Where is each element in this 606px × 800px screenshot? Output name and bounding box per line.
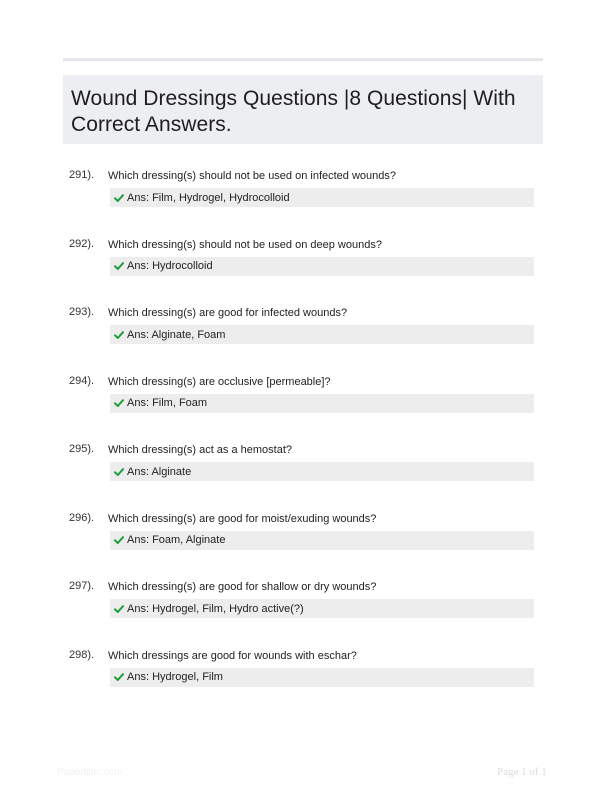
answer-box	[110, 668, 534, 687]
question-text: Which dressing(s) are occlusive [permeable]?	[108, 375, 331, 388]
check-icon	[114, 330, 124, 340]
question-text: Which dressing(s) are good for shallow or dry wounds?	[108, 581, 377, 593]
answer-box	[110, 599, 534, 618]
question-number: 294).	[69, 374, 95, 387]
answer-box	[110, 394, 534, 413]
footer-watermark: Paperlibic.com	[57, 767, 123, 778]
question-item	[0, 168, 606, 228]
question-number: 291).	[69, 169, 95, 181]
question-number: 297).	[69, 580, 95, 592]
question-item	[0, 579, 606, 639]
page-indicator: Page 1 of 1	[497, 766, 547, 778]
answer-box	[110, 531, 534, 550]
check-icon	[114, 672, 124, 682]
check-icon	[114, 604, 124, 614]
check-icon	[114, 398, 124, 408]
answer-text: Ans: Alginate	[127, 465, 192, 478]
answer-box	[110, 188, 534, 207]
question-item	[0, 648, 606, 708]
question-text: Which dressing(s) are good for moist/exuding wounds?	[108, 512, 377, 525]
question-number: 293).	[69, 306, 95, 318]
check-icon	[114, 535, 124, 545]
answer-box	[110, 325, 534, 344]
question-number: 296).	[69, 511, 95, 524]
question-text: Which dressings are good for wounds with eschar?	[108, 649, 357, 662]
question-text: Which dressing(s) should not be used on deep wounds?	[108, 238, 382, 251]
question-number: 295).	[69, 443, 95, 455]
answer-box	[110, 462, 534, 481]
answer-text: Ans: Hydrocolloid	[127, 260, 213, 272]
title-banner	[63, 75, 543, 144]
question-text: Which dressing(s) are good for infected wounds?	[108, 307, 348, 319]
question-number: 292).	[69, 237, 95, 250]
question-text: Which dressing(s) should not be used on infected wounds?	[108, 170, 397, 182]
question-item	[0, 374, 606, 434]
check-icon	[114, 193, 124, 203]
check-icon	[114, 261, 124, 271]
question-number: 298).	[69, 648, 95, 661]
question-item	[0, 511, 606, 571]
answer-text: Ans: Hydrogel, Film	[127, 671, 223, 683]
document-title: Wound Dressings Questions |8 Questions| With Correct Answers.	[71, 87, 516, 136]
top-divider	[63, 58, 543, 61]
answer-text: Ans: Hydrogel, Film, Hydro active(?)	[127, 602, 304, 615]
question-text: Which dressing(s) act as a hemostat?	[108, 444, 293, 456]
check-icon	[114, 467, 124, 477]
answer-text: Ans: Film, Foam	[127, 397, 208, 409]
answer-text: Ans: Alginate, Foam	[127, 328, 226, 341]
answer-text: Ans: Foam, Alginate	[127, 534, 226, 546]
question-item	[0, 237, 606, 297]
answer-text: Ans: Film, Hydrogel, Hydrocolloid	[127, 191, 290, 204]
question-item	[0, 442, 606, 502]
answer-box	[110, 257, 534, 276]
question-item	[0, 305, 606, 365]
